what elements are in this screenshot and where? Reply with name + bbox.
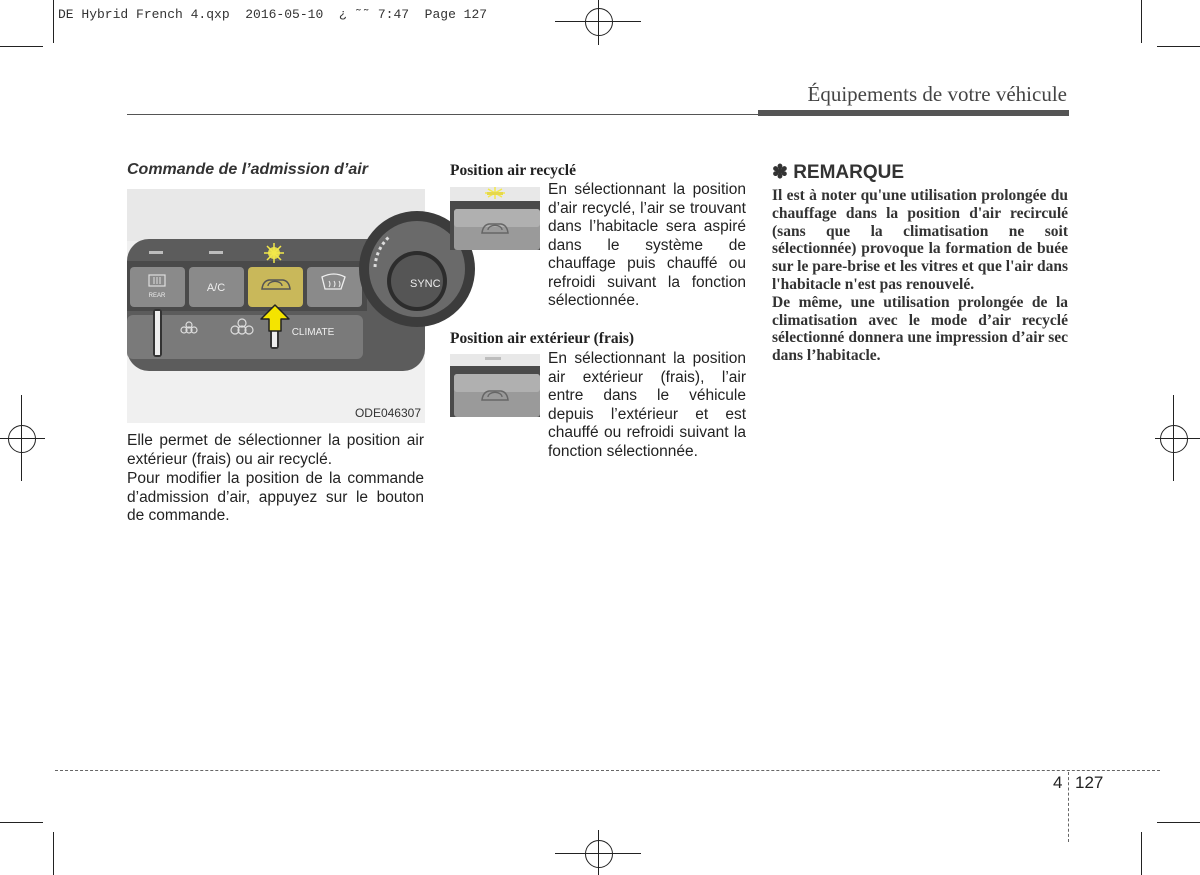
crop-mark xyxy=(1141,832,1142,875)
crop-mark xyxy=(0,46,43,47)
chapter-number: 4 xyxy=(1053,773,1063,792)
fresh-air-button-illustration xyxy=(450,354,540,417)
crop-mark xyxy=(1157,46,1200,47)
indicator-on-icon xyxy=(485,187,505,199)
intro-paragraph: Elle permet de sélectionner la position air extérieur (frais) ou air recyclé. xyxy=(127,432,424,468)
crop-mark xyxy=(0,822,43,823)
remark-title: ✽ REMARQUE xyxy=(772,162,905,183)
footer-rule xyxy=(55,770,1160,771)
footer-divider xyxy=(1068,772,1069,842)
fresh-air-description: En sélectionnant la position air extérieur (frais), l’air entre dans le véhicule depuis l’extérieur et est chauffé ou refroidi suivant la fonction sélectionnée. xyxy=(548,350,746,460)
fresh-air-heading: Position air extérieur (frais) xyxy=(450,330,635,347)
figure-code: ODE046307 xyxy=(354,406,421,420)
rear-button-label: REAR xyxy=(148,293,166,299)
sync-button-label: SYNC xyxy=(410,278,441,290)
chapter-title: Équipements de votre véhicule xyxy=(807,82,1067,106)
print-slug: DE Hybrid French 4.qxp 2016-05-10 ¿ ˜˜ 7:47 Page 127 xyxy=(58,7,488,22)
climate-panel-figure xyxy=(127,189,441,423)
fresh-air-button-figure xyxy=(450,354,540,417)
recirc-description: En sélectionnant la position d’air recyclé, l’air se trouvant dans l’habitacle sera aspiré dans le système de chauffage puis chauffé ou refroidi suivant la fonction sélectionnée. xyxy=(548,181,746,309)
instruction-paragraph: Pour modifier la position de la commande d’admission d’air, appuyez sur le bouton de commande. xyxy=(127,470,424,524)
remark-paragraph-1: Il est à noter qu'une utilisation prolongée du chauffage dans la position d'air recirculé (sans que la climatisation ne soit sélectionnée) provoque la formation de buée sur le pare-brise et les vitres et que l'air dans l'habitacle n'est pas renouvelé. xyxy=(772,187,1068,293)
recirc-button-figure xyxy=(450,187,540,250)
crop-mark xyxy=(53,0,54,43)
recirc-heading: Position air recyclé xyxy=(450,162,576,179)
crop-mark xyxy=(1157,822,1200,823)
recirc-button-illustration xyxy=(450,187,540,250)
section-title: Commande de l’admission d’air xyxy=(127,161,368,178)
climate-panel-illustration xyxy=(127,189,441,423)
page-number: 127 xyxy=(1075,773,1104,792)
header-rule-thick xyxy=(758,110,1069,116)
crop-mark xyxy=(53,832,54,875)
indicator-off-icon xyxy=(485,357,501,360)
ac-button-label: A/C xyxy=(206,282,226,294)
remark-box xyxy=(772,187,1068,365)
active-indicator-glow xyxy=(264,243,284,263)
remark-paragraph-2: De même, une utilisation prolongée de la climatisation avec le mode d’air recyclé sélectionné donnera une impression d’air sec dans l’habitacle. xyxy=(772,293,1068,365)
crop-mark xyxy=(1141,0,1142,43)
climate-button-label: CLIMATE xyxy=(291,327,335,338)
header-rule xyxy=(127,114,760,115)
